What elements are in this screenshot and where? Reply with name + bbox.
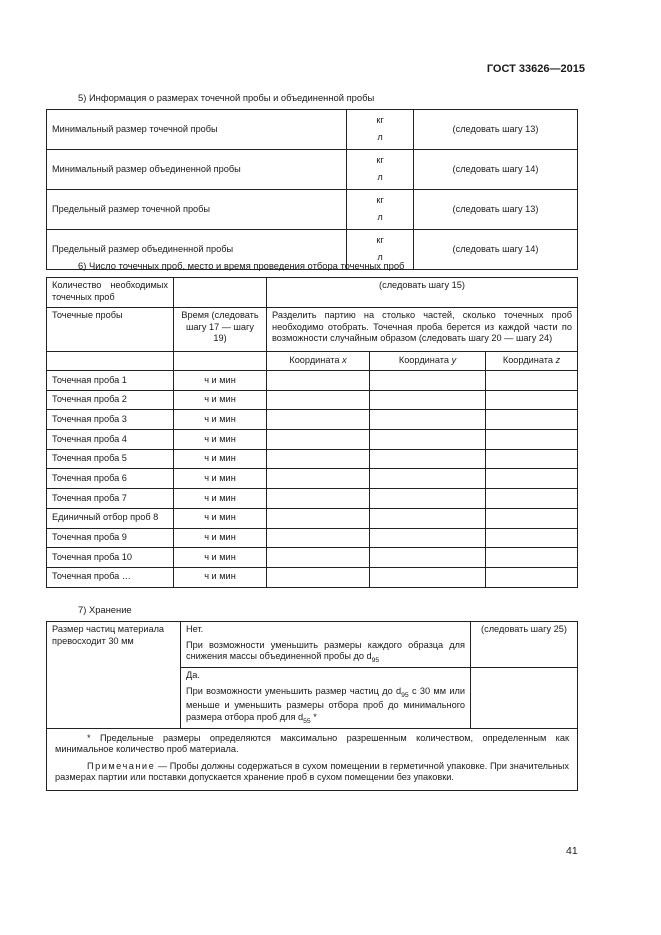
yes-text-1: При возможности уменьшить размер частиц до d xyxy=(186,685,402,696)
section5-unit-kg: кг xyxy=(376,194,384,205)
section5-row xyxy=(47,189,578,229)
section5-table xyxy=(46,109,578,270)
sample-coord-x xyxy=(267,430,370,450)
sample-time-cell xyxy=(174,528,267,548)
sample-label: Точечная проба 3 xyxy=(52,413,127,424)
sample-time-cell xyxy=(174,567,267,587)
sample-time-cell xyxy=(174,469,267,489)
sample-coord-x xyxy=(267,390,370,410)
sample-coord-x xyxy=(267,469,370,489)
section5-label-cell xyxy=(47,149,347,189)
sample-coord-y xyxy=(370,449,486,469)
sample-coord-x xyxy=(267,528,370,548)
sample-row xyxy=(47,528,578,548)
sample-time: ч и мин xyxy=(204,512,236,523)
coord-x-header xyxy=(267,352,370,371)
sample-time-cell xyxy=(174,449,267,469)
section5-row xyxy=(47,110,578,150)
sample-time-cell xyxy=(174,390,267,410)
section5-unit-kg: кг xyxy=(376,115,384,125)
sample-time-cell xyxy=(174,371,267,391)
sample-label: Единичный отбор проб 8 xyxy=(52,512,159,523)
coord-x-label: Координата xyxy=(289,355,343,366)
sample-coord-z xyxy=(486,567,578,587)
section5-title: 5) Информация о размерах точечной пробы и объединенной пробы xyxy=(78,92,375,103)
sample-label-cell xyxy=(47,508,174,528)
coord-z-label: Координата xyxy=(502,355,556,366)
section5-unit-cell xyxy=(347,149,414,189)
condition-cell xyxy=(47,622,181,729)
yes-mark: * xyxy=(310,711,317,722)
sample-row xyxy=(47,449,578,469)
coord-empty-cell-2 xyxy=(174,352,267,371)
note xyxy=(55,761,569,784)
sample-coord-y xyxy=(370,390,486,410)
section5-unit-cell xyxy=(347,110,414,150)
yes-text-block xyxy=(186,686,465,726)
sample-label-cell xyxy=(47,430,174,450)
sample-coord-z xyxy=(486,410,578,430)
sample-coord-y xyxy=(370,489,486,509)
qty-action: (следовать шагу 15) xyxy=(379,280,465,290)
sample-time: ч и мин xyxy=(204,473,236,484)
section7-title: 7) Хранение xyxy=(78,604,132,615)
sample-label-cell xyxy=(47,390,174,410)
points-label: Точечные пробы xyxy=(52,310,123,320)
section5-action-cell xyxy=(414,189,578,229)
sample-coord-z xyxy=(486,508,578,528)
sample-coord-z xyxy=(486,469,578,489)
section6-table xyxy=(46,277,578,588)
sample-coord-y xyxy=(370,548,486,568)
coord-y-var: y xyxy=(451,355,457,366)
page-number: 41 xyxy=(566,845,578,857)
sample-coord-x xyxy=(267,567,370,587)
section5-unit-kg: кг xyxy=(376,154,384,165)
sample-label: Точечная проба 4 xyxy=(52,433,127,444)
section5-action: (следовать шагу 14) xyxy=(452,163,539,174)
qty-empty-cell xyxy=(174,278,267,308)
sample-time-cell xyxy=(174,430,267,450)
sample-coord-z xyxy=(486,371,578,391)
sample-label-cell xyxy=(47,489,174,509)
sample-time: ч и мин xyxy=(204,551,236,562)
sample-label: Точечная проба 7 xyxy=(52,492,127,503)
time-label: Время (следовать шагу 17 — шагу 19) xyxy=(181,310,259,343)
time-label-cell xyxy=(174,308,267,352)
section5-unit-l: л xyxy=(377,252,383,263)
qty-label-cell xyxy=(47,278,174,308)
section5-unit-l: л xyxy=(377,132,383,143)
sample-time: ч и мин xyxy=(204,492,236,503)
section5-label: Предельный размер точечной пробы xyxy=(52,203,211,214)
no-sub: 95 xyxy=(371,656,380,664)
sample-row xyxy=(47,548,578,568)
section5-action-cell xyxy=(414,110,578,150)
yes-option-cell xyxy=(181,668,471,729)
instruction-cell xyxy=(267,308,578,352)
sample-label: Точечная проба … xyxy=(52,571,131,582)
coord-z-header xyxy=(486,352,578,371)
sample-time-cell xyxy=(174,489,267,509)
section5-unit-l: л xyxy=(377,172,383,183)
sample-coord-y xyxy=(370,430,486,450)
sample-coord-x xyxy=(267,371,370,391)
section5-action-cell xyxy=(414,229,578,269)
section5-action-cell xyxy=(414,149,578,189)
sample-coord-x xyxy=(267,548,370,568)
sample-time-cell xyxy=(174,508,267,528)
condition-text: Размер частиц материала превосходит 30 мм xyxy=(52,624,165,646)
sample-coord-z xyxy=(486,548,578,568)
sample-coord-y xyxy=(370,508,486,528)
coord-z-var: z xyxy=(555,355,561,366)
section5-label-cell xyxy=(47,110,347,150)
sample-label: Точечная проба 1 xyxy=(52,374,127,385)
yes-sub-2: 55 xyxy=(303,717,311,725)
section5-label: Минимальный размер точечной пробы xyxy=(52,123,218,134)
section5-action: (следовать шагу 14) xyxy=(452,243,539,254)
sample-row xyxy=(47,371,578,391)
sample-coord-z xyxy=(486,528,578,548)
sample-label-cell xyxy=(47,469,174,489)
sample-row xyxy=(47,410,578,430)
sample-row xyxy=(47,489,578,509)
sample-label-cell xyxy=(47,548,174,568)
coord-y-header xyxy=(370,352,486,371)
sample-coord-x xyxy=(267,410,370,430)
section5-label: Минимальный размер объединенной пробы xyxy=(52,163,241,174)
no-text-block xyxy=(186,640,465,666)
footnote: * Предельные размеры определяются максимально разрешенным количеством, определенным как минимальное количество проб материала. xyxy=(55,732,569,755)
qty-label: Количество необходимых точечных проб xyxy=(52,280,168,302)
sample-label: Точечная проба 6 xyxy=(52,473,127,484)
points-label-cell xyxy=(47,308,174,352)
sample-label-cell xyxy=(47,567,174,587)
sample-time: ч и мин xyxy=(204,571,236,582)
sample-coord-x xyxy=(267,489,370,509)
sample-row xyxy=(47,390,578,410)
note-text: — Пробы должны содержаться в сухом помещении в герметичной упаковке. При значительных размерах партии или поставки допускается хранение проб в сухом помещении без упаковки. xyxy=(55,760,569,783)
sample-coord-x xyxy=(267,508,370,528)
sample-coord-z xyxy=(486,430,578,450)
no-text: При возможности уменьшить размеры каждого образца для снижения массы объединенной пробы до d xyxy=(186,639,465,661)
yes-label: Да. xyxy=(186,670,200,681)
section5-unit-l: л xyxy=(377,212,383,223)
sample-coord-x xyxy=(267,449,370,469)
notes-cell xyxy=(47,728,578,790)
section5-unit-cell xyxy=(347,189,414,229)
document-header: ГОСТ 33626—2015 xyxy=(486,63,585,75)
section5-label-cell xyxy=(47,189,347,229)
instruction-text: Разделить партию на столько частей, сколько точечных проб необходимо отобрать. Точечная проба берется из каждой части по возможности случайным образом (следовать шагу 20 — шагу 24) xyxy=(272,310,572,343)
section5-action: (следовать шагу 13) xyxy=(452,123,539,134)
section5-row xyxy=(47,149,578,189)
qty-action-cell xyxy=(267,278,578,308)
sample-label: Точечная проба 9 xyxy=(52,532,127,543)
section5-label: Предельный размер объединенной пробы xyxy=(52,243,234,254)
sample-time: ч и мин xyxy=(204,413,236,424)
sample-coord-z xyxy=(486,390,578,410)
sample-time-cell xyxy=(174,548,267,568)
sample-row xyxy=(47,567,578,587)
coord-x-var: x xyxy=(342,355,347,366)
yes-text-2: с 30 мм или меньше и уменьшить размеры отбора проб до минимального размера отбора проб для d xyxy=(186,685,466,722)
sample-row xyxy=(47,430,578,450)
no-action-cell xyxy=(471,622,578,668)
section7-table xyxy=(46,621,578,791)
sample-label-cell xyxy=(47,528,174,548)
sample-time-cell xyxy=(174,410,267,430)
sample-time: ч и мин xyxy=(204,433,236,444)
sample-time: ч и мин xyxy=(204,394,236,405)
sample-row xyxy=(47,469,578,489)
sample-coord-y xyxy=(370,469,486,489)
sample-coord-z xyxy=(486,449,578,469)
no-action: (следовать шагу 25) xyxy=(481,624,567,634)
section5-action: (следовать шагу 13) xyxy=(452,203,539,214)
coord-y-label: Координата xyxy=(398,355,452,366)
coord-empty-cell-1 xyxy=(47,352,174,371)
yes-sub-1: 95 xyxy=(401,691,409,699)
sample-coord-y xyxy=(370,410,486,430)
sample-coord-y xyxy=(370,567,486,587)
sample-label: Точечная проба 5 xyxy=(52,453,127,464)
sample-coord-z xyxy=(486,489,578,509)
sample-row xyxy=(47,508,578,528)
yes-action-cell xyxy=(471,668,578,729)
sample-time: ч и мин xyxy=(204,532,236,543)
section6-title: 6) Число точечных проб, место и время проведения отбора точечных проб xyxy=(78,260,405,271)
section5-unit-kg: кг xyxy=(376,234,384,245)
sample-label: Точечная проба 2 xyxy=(52,394,127,405)
sample-time: ч и мин xyxy=(204,374,236,385)
sample-coord-y xyxy=(370,371,486,391)
sample-label-cell xyxy=(47,410,174,430)
sample-coord-y xyxy=(370,528,486,548)
note-label: Примечание xyxy=(87,760,156,771)
no-label: Нет. xyxy=(186,624,204,634)
sample-label-cell xyxy=(47,371,174,391)
sample-label-cell xyxy=(47,449,174,469)
sample-label: Точечная проба 10 xyxy=(52,551,133,562)
sample-time: ч и мин xyxy=(204,453,236,464)
no-option-cell xyxy=(181,622,471,668)
